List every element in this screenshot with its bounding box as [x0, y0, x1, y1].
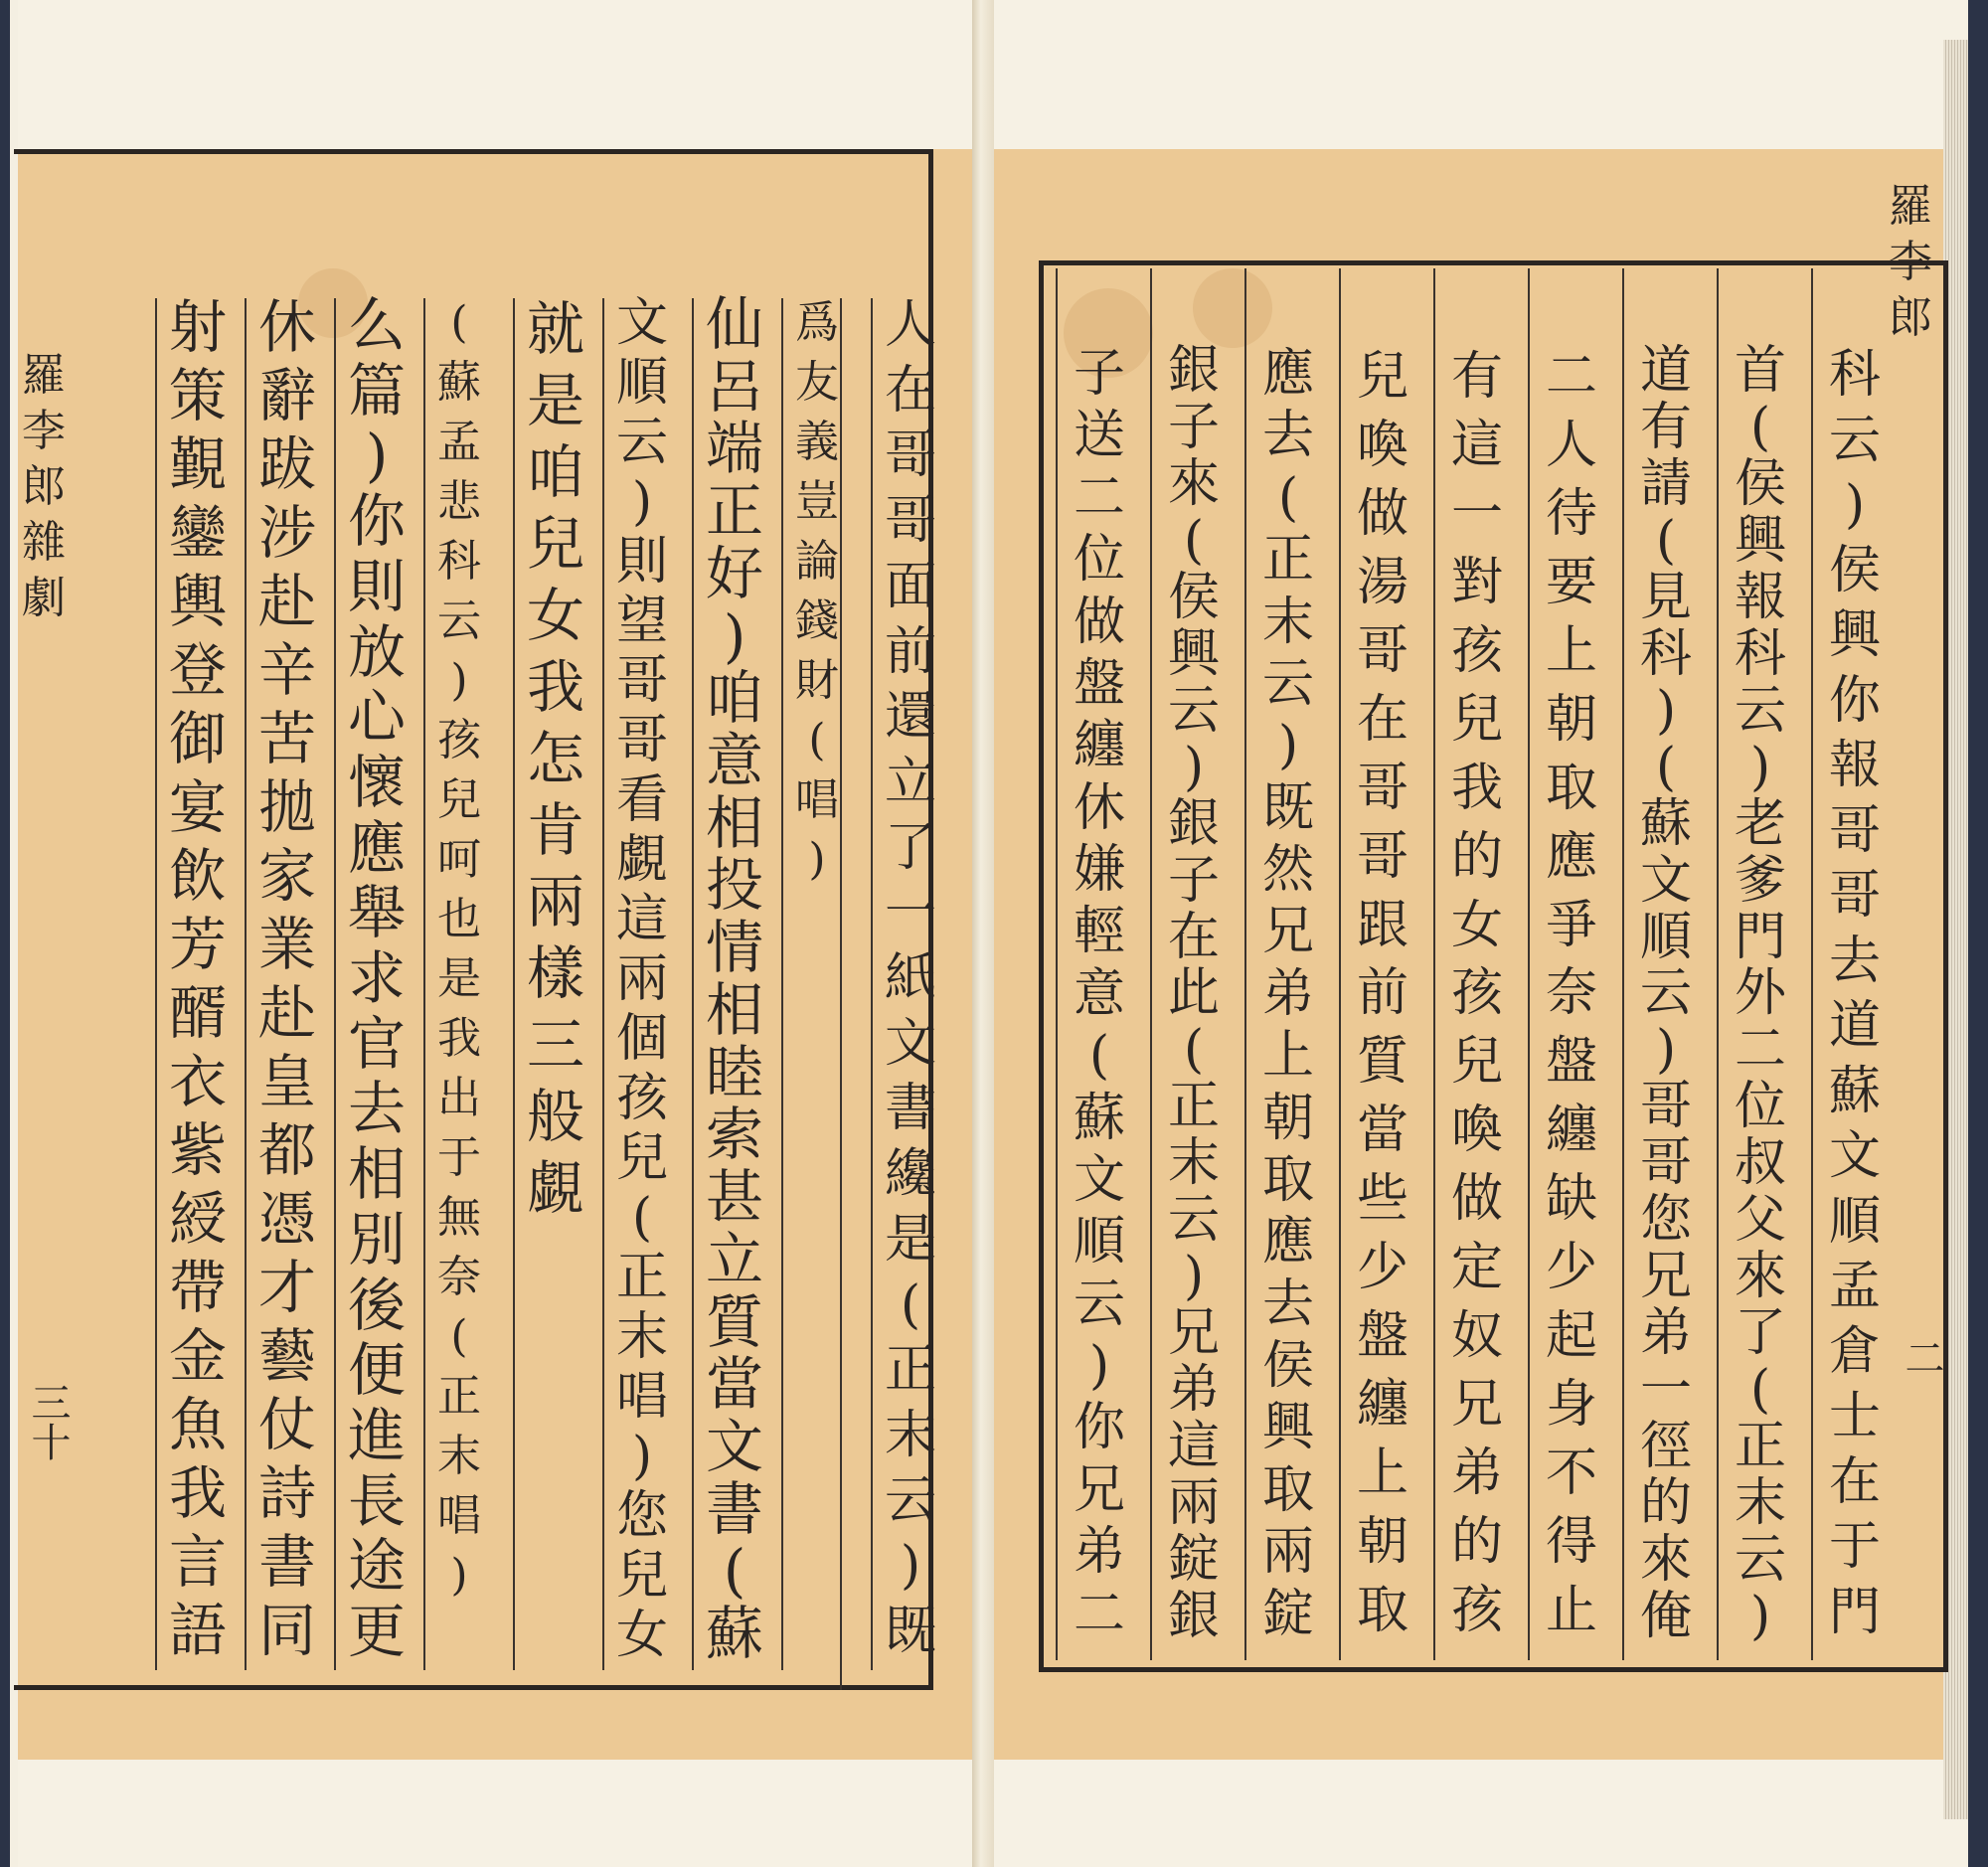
text-column: 銀 子 來 ( 侯 興 云 ) 銀 子 在 此 ( 正 末 云 ) 兄 弟 這 兩 錠 銀	[1168, 341, 1221, 1646]
text-column: ( 蘇 孟 悲 科 云 ) 孩 兒 呵 也 是 我 出 于 無 奈 ( 正 末 唱 )	[437, 297, 481, 1601]
gutter-fold	[972, 0, 994, 1867]
text-column: 就 是 咱 兒 女 我 怎 肯 兩 樣 三 般 覷	[527, 295, 585, 1222]
column-rule	[1150, 268, 1152, 1660]
text-column: 射 策 覲 鑾 輿 登 御 宴 飲 芳 醑 衣 紫 綬 帶 金 魚 我 言 語	[169, 293, 228, 1664]
column-rule	[1811, 268, 1813, 1660]
column-rule	[1622, 268, 1624, 1660]
text-column: 爲 友 義 豈 論 錢 財 ( 唱 )	[795, 297, 839, 885]
text-column: 科 云 ) 侯 興 你 報 哥 哥 去 道 蘇 文 順 孟 倉 士 在 于 門	[1829, 345, 1882, 1642]
column-rule	[513, 298, 515, 1670]
column-rule	[1339, 268, 1341, 1660]
text-column: 兒 喚 做 湯 哥 在 哥 哥 跟 前 質 當 些 少 盤 纏 上 朝 取	[1357, 347, 1409, 1640]
column-rule	[245, 298, 247, 1670]
column-rule	[781, 298, 783, 1670]
column-rule	[840, 298, 842, 1690]
column-rule	[871, 298, 873, 1670]
text-column: 人 在 哥 哥 面 前 還 立 了 一 紙 文 書 纔 是 ( 正 末 云 ) 既	[885, 295, 937, 1662]
text-column: 應 去 ( 正 末 云 ) 既 然 兄 弟 上 朝 取 應 去 侯 興 取 兩 錠	[1262, 344, 1315, 1644]
text-column: 有 這 一 對 孩 兒 我 的 女 孩 兒 喚 做 定 奴 兄 弟 的 孩	[1451, 347, 1504, 1640]
text-column: 道 有 請 ( 見 科 ) ( 蘇 文 順 云 ) 哥 哥 您 兄 弟 一 徑 的 來 俺	[1640, 341, 1693, 1646]
column-rule	[1244, 268, 1246, 1660]
text-column: 子 送 二 位 做 盤 纏 休 嫌 輕 意 ( 蘇 文 順 云 ) 你 兄 弟 二	[1074, 344, 1126, 1644]
text-column: 休 辭 跋 涉 赴 辛 苦 拋 家 業 赴 皇 都 憑 才 藝 仗 詩 書 同	[258, 293, 317, 1664]
column-rule	[692, 298, 694, 1670]
column-rule	[155, 298, 157, 1670]
column-rule	[334, 298, 336, 1670]
right-folio: 二	[1899, 1337, 1944, 1377]
text-column: 么 篇 ) 你 則 放 心 懷 應 舉 求 官 去 相 別 後 便 進 長 途 更	[348, 291, 407, 1666]
text-column: 二 人 待 要 上 朝 取 應 爭 奈 盤 纏 缺 少 起 身 不 得 止	[1546, 347, 1598, 1640]
left-folio: 三十	[25, 1382, 71, 1461]
column-rule	[602, 298, 604, 1670]
column-rule	[1717, 268, 1719, 1660]
right-margin-label: 羅 李 郎	[1889, 181, 1932, 343]
text-column: 仙 呂 端 正 好 ) 咱 意 相 投 情 相 睦 索 甚 立 質 當 文 書 ( 蘇	[706, 290, 764, 1668]
text-column: 首 ( 侯 興 報 科 云 ) 老 爹 門 外 二 位 叔 父 來 了 ( 正 末 云 )	[1735, 341, 1787, 1646]
column-rule	[1056, 268, 1058, 1660]
column-rule	[1433, 268, 1435, 1660]
column-rule	[423, 298, 425, 1670]
column-rule	[1528, 268, 1530, 1660]
text-column: 文 順 云 ) 則 望 哥 哥 看 覷 這 兩 個 孩 兒 ( 正 末 唱 ) 您 兒 女	[616, 293, 669, 1665]
left-margin-label: 羅 李 郎 雜 劇	[22, 350, 66, 623]
